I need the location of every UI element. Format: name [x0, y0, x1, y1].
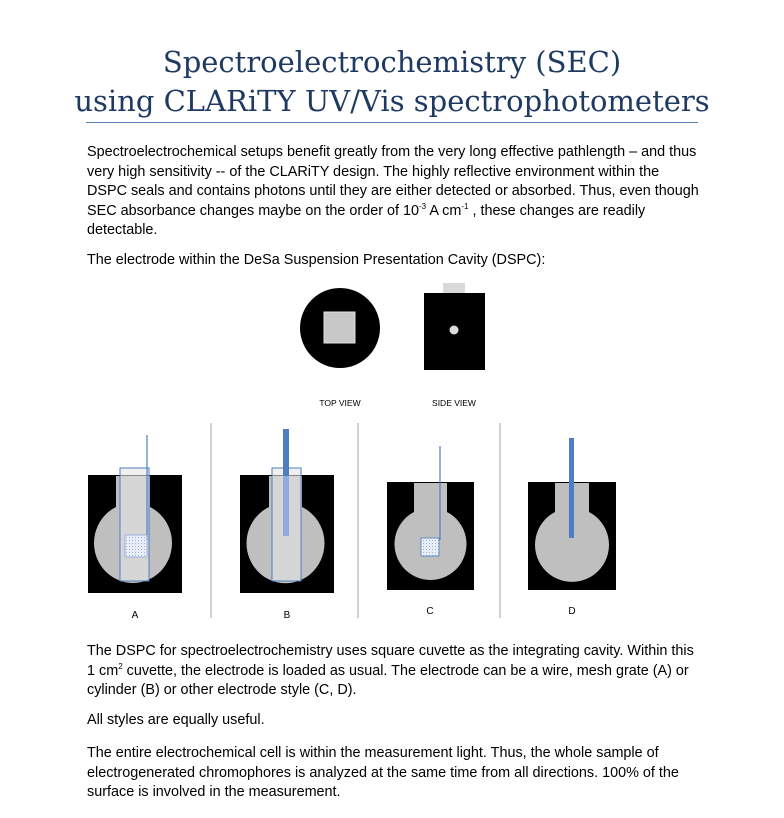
panel-a-cuvette	[120, 468, 149, 581]
panel-c-label: C	[426, 606, 434, 617]
exponent-minus-3: -3	[419, 201, 427, 211]
panel-d-diagram	[528, 438, 616, 617]
cell-paragraph: The entire electrochemical cell is within the measurement light. Thus, the whole sample of electrogenerated chromophores is analyzed at the same time from all directions. 100% of the surface is involved in the measurement.	[87, 745, 679, 801]
panel-c-mesh-electrode	[421, 538, 439, 556]
intro-text-c: , these changes are readily detectable.	[87, 202, 646, 239]
side-view-cap	[443, 283, 465, 293]
electrode-caption: The electrode within the DeSa Suspension Presentation Cavity (DSPC):	[87, 252, 546, 268]
cuvette-text-a: The DSPC for spectroelectrochemistry uses square cuvette as the integrating cavity. Within this 1 cm	[87, 643, 694, 679]
panel-c-diagram	[387, 446, 474, 617]
top-view-label: TOP VIEW	[319, 398, 361, 408]
intro-text-a: Spectroelectrochemical setups benefit greatly from the very long effective pathlength – and thus very high sensitivity -- of the CLARiTY design. The highly reflective environment within the DSPC seals and contains photons until they are either detected or absorbed. Thus, even though SEC absorbance changes maybe on the order of 10	[87, 144, 699, 219]
intro-text-b: A cm	[426, 202, 462, 219]
panel-a-diagram	[88, 435, 182, 621]
panel-a-mesh-electrode	[125, 535, 147, 557]
side-view-label: SIDE VIEW	[432, 398, 476, 408]
top-view-cuvette	[324, 312, 355, 343]
panel-b-label: B	[283, 610, 291, 621]
panel-a-label: A	[131, 610, 139, 621]
panel-b-cylinder-immersed	[283, 476, 289, 536]
title-line-1: Spectroelectrochemistry (SEC)	[162, 45, 622, 79]
panel-d-label: D	[568, 606, 576, 617]
styles-paragraph: All styles are equally useful.	[87, 712, 265, 728]
panel-d-rod-electrode	[569, 438, 574, 538]
cuvette-text-b: cuvette, the electrode is loaded as usual. The electrode can be a wire, mesh grate (A) or cylinder (B) or other electrode style (C, D).	[87, 662, 689, 699]
title-line-2: using CLARiTY UV/Vis spectrophotometers	[74, 84, 710, 118]
exponent-2: 2	[118, 661, 123, 671]
exponent-minus-1: -1	[461, 201, 469, 211]
panel-b-diagram	[240, 429, 334, 621]
side-view-port	[450, 326, 459, 335]
cuvette-paragraph	[87, 642, 699, 701]
